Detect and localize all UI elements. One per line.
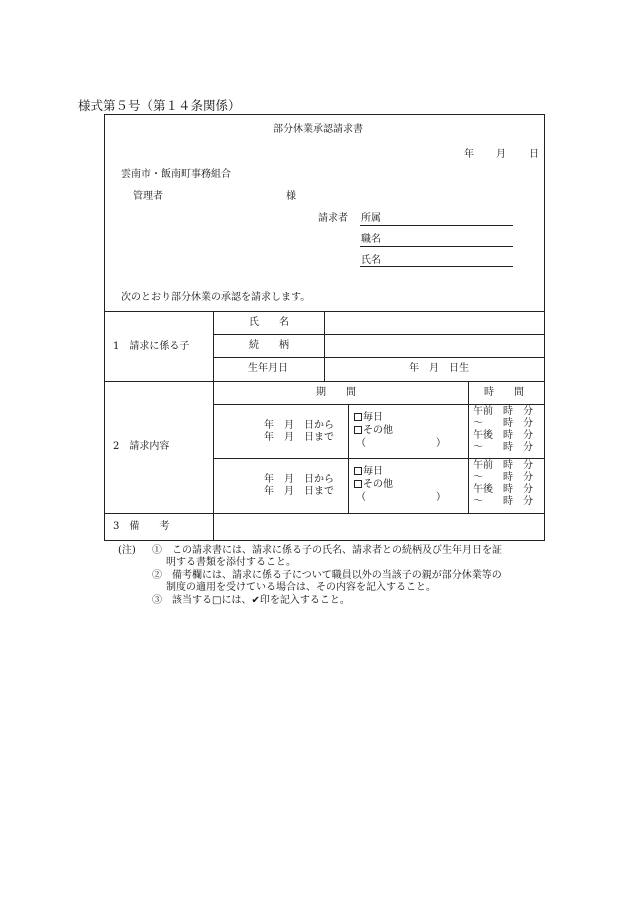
note-3: ③ 該当する□には、✔印を記入すること。 (152, 595, 350, 606)
requester-position-label: 職名 (361, 234, 381, 245)
option1-other[interactable]: その他 (354, 425, 393, 436)
table-col-line-1 (213, 311, 214, 541)
time2-am-end: ～ 時 分 (473, 472, 533, 483)
date-month: 月 (496, 149, 506, 160)
table-col-line-time (468, 381, 469, 513)
time-header: 時 間 (484, 387, 524, 398)
section1-label: 1 請求に係る子 (113, 341, 190, 352)
child-birthdate-label: 生年月日 (248, 363, 288, 374)
period1-to: 年 月 日まで (264, 432, 334, 443)
child-name-label: 氏 名 (249, 317, 289, 328)
position-field-line[interactable] (360, 246, 513, 247)
form-title: 部分休業承認請求書 (273, 124, 363, 135)
name-field-line[interactable] (360, 266, 513, 267)
date-day: 日 (529, 149, 539, 160)
period1-from: 年 月 日から (264, 420, 334, 431)
section2-label: 2 請求内容 (113, 441, 170, 452)
intro-text: 次のとおり部分休業の承認を請求します。 (121, 292, 311, 303)
time2-pm-start: 午後 時 分 (473, 484, 533, 495)
option2-other[interactable]: その他 (354, 479, 393, 490)
table-row-line-1 (213, 334, 545, 335)
note-1b: 明する書類を添付すること。 (166, 557, 296, 568)
requester-name-label: 氏名 (361, 255, 381, 266)
affiliation-field-line[interactable] (360, 225, 513, 226)
period-header: 期 間 (316, 387, 356, 398)
note-2b: 制度の適用を受けている場合は、その内容を記入すること。 (166, 582, 436, 593)
note-1a: ① この請求書には、請求に係る子の氏名、請求者との続柄及び生年月日を証 (152, 545, 502, 556)
checkbox-icon[interactable] (354, 480, 362, 488)
child-relation-field[interactable] (326, 336, 543, 355)
option2-daily[interactable]: 毎日 (354, 466, 383, 477)
time2-pm-end: ～ 時 分 (473, 496, 533, 507)
date-year: 年 (464, 149, 474, 160)
child-relation-label: 続 柄 (249, 340, 289, 351)
time1-pm-end: ～ 時 分 (473, 442, 533, 453)
checkbox-icon[interactable] (354, 413, 362, 421)
addressee-org: 雲南市・飯南町事務組合 (121, 169, 231, 180)
table-row-line-5 (213, 458, 545, 459)
option1-paren: （ ） (356, 438, 446, 449)
notes-heading: (注) (118, 545, 136, 556)
table-row-line-2 (213, 357, 545, 358)
period2-from: 年 月 日から (264, 474, 334, 485)
note-2a: ② 備考欄には、請求に係る子について職員以外の当該子の親が部分休業等の (152, 570, 502, 581)
option2-paren: （ ） (356, 492, 446, 503)
requester-affiliation-label: 所属 (361, 213, 381, 224)
checkmark-icon: ✔ (251, 595, 260, 606)
period2-to: 年 月 日まで (264, 486, 334, 497)
time2-am-start: 午前 時 分 (473, 460, 533, 471)
checkbox-icon[interactable] (354, 467, 362, 475)
form-number: 様式第５号（第１４条関係） (78, 98, 241, 113)
child-name-field[interactable] (326, 313, 543, 332)
table-row-line-6 (104, 513, 545, 514)
child-birthdate-value: 年 月 日生 (409, 363, 469, 374)
time1-am-start: 午前 時 分 (473, 406, 533, 417)
requester-label: 請求者 (318, 213, 348, 224)
table-row-line-3 (104, 381, 545, 382)
addressee-role: 管理者 (133, 191, 163, 202)
time1-pm-start: 午後 時 分 (473, 430, 533, 441)
time1-am-end: ～ 時 分 (473, 418, 533, 429)
remarks-field[interactable] (215, 515, 543, 539)
checkbox-icon[interactable] (354, 426, 362, 434)
addressee-honorific: 様 (286, 191, 296, 202)
option1-daily[interactable]: 毎日 (354, 412, 383, 423)
table-row-line-4 (213, 404, 545, 405)
section3-label: 3 備 考 (113, 521, 170, 532)
table-col-line-2 (324, 311, 325, 381)
